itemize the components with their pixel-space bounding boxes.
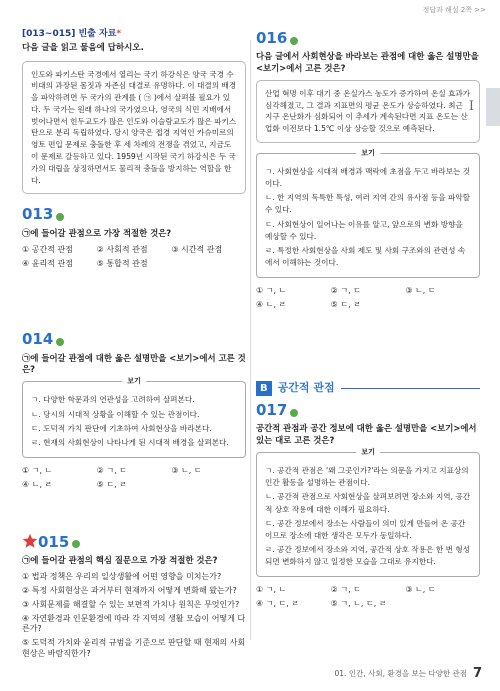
reading-passage: 인도와 파키스탄 국경에서 열리는 국기 하강식은 양국 국경 수비대의 과장된 몸짓과 자존심 대결로 유명하다. 이 대결의 배경을 파악하려면 두 국가의 관계를 ( ㉠ )에서 살펴볼 필요가 있다. 두 국가는 원래 하나의 국가였으나, 영국의 식민 지배에서 벗어나면서 힌두교도가 많은 인도와 이슬람교도가 많은 파키스탄으로 분리 독립하였다. 당시 양국은 접경 지역인 카슈미르의 영토 편입 문제로 충돌한 후 세 차례의 전쟁을 겪었고, 지금도 이 문제로 갈등하고 있다. 1959년 시작된 국기 하강식은 두 국가의 대립을 상징하면서도 물리적 충돌을 방지하는 역할을 한다.	[22, 61, 246, 195]
reading-passage: 산업 혁명 이후 대기 중 온실가스 농도가 증가하여 온실 효과가 심각해졌고, 그 결과 지표면의 평균 온도가 상승하였다. 최근 지구 온난화가 심화되어 이 추세가 계속된다면 지표 온도는 산업화 이전보다 1.5℃ 이상 상승할 것으로 예측된다.	[256, 80, 480, 143]
example-box	[256, 448, 480, 577]
question-text: ㉠에 들어갈 관점에 대한 옳은 설명만을 <보기>에서 고른 것은?	[22, 352, 246, 375]
difficulty-icon	[56, 338, 64, 346]
question-number: 013	[22, 205, 54, 224]
example-box	[22, 377, 246, 458]
question-text: ㉠에 들어갈 관점으로 가장 적절한 것은?	[22, 227, 172, 238]
option-5[interactable]: ⑤ 통합적 관점	[96, 258, 148, 268]
example-item: ㄴ. 당시의 시대적 상황을 이해할 수 있는 관점이다.	[31, 409, 200, 419]
option-5[interactable]: ⑤ ㄷ, ㄹ	[330, 299, 361, 309]
column-divider	[250, 40, 251, 640]
option-4[interactable]: ④ 윤리적 관점	[22, 258, 73, 268]
left-column	[22, 28, 246, 660]
chapter-title: 01. 인간, 사회, 환경을 보는 다양한 관점	[334, 669, 467, 679]
question-015	[22, 531, 246, 660]
difficulty-icon	[290, 409, 298, 417]
question-014	[22, 329, 246, 490]
option-1[interactable]: ① ㄱ, ㄴ	[256, 286, 287, 296]
option-3[interactable]: ③ 시간적 관점	[171, 244, 223, 254]
option-3[interactable]: ③ ㄴ, ㄷ	[171, 465, 202, 475]
group-header: [013~015] 빈출 자료*	[22, 29, 122, 39]
option-2[interactable]: ② ㄱ, ㄷ	[96, 465, 127, 475]
answer-options	[256, 286, 480, 311]
star-badge-icon	[22, 533, 38, 549]
difficulty-icon	[290, 37, 298, 45]
section-rule	[341, 388, 480, 389]
option-3[interactable]: ③ 사회문제를 해결할 수 있는 보편적 가치나 원칙은 무엇인가?	[22, 599, 240, 609]
example-item: ㄹ. 특정한 사회현상을 사회 제도 및 사회 구조와의 관련성 속에서 이해하는 것이다.	[265, 245, 466, 267]
example-item: ㄴ. 공간적 관점으로 사회현상을 살펴보려면 장소와 지역, 공간적 상호 작용에 대한 이해가 필요하다.	[265, 492, 471, 514]
option-2[interactable]: ② 특정 사회현상은 과거부터 현재까지 어떻게 변화해 왔는가?	[22, 585, 237, 595]
right-column	[256, 28, 480, 610]
question-number: 015	[38, 532, 70, 551]
option-1[interactable]: ① ㄱ, ㄴ	[256, 585, 287, 595]
example-box-label: 보기	[356, 148, 380, 159]
answer-reference: 정답과 해설 2쪽 >>	[422, 6, 486, 14]
chapter-roman-numeral: I	[468, 99, 474, 114]
option-4[interactable]: ④ 자연환경과 인문환경에 따라 각 지역의 생활 모습이 어떻게 다른가?	[22, 613, 246, 634]
question-text: ㉠에 들어갈 관점의 핵심 질문으로 가장 적절한 것은?	[22, 554, 218, 565]
option-4[interactable]: ④ ㄱ, ㄷ, ㄹ	[256, 599, 300, 609]
group-instruction: 다음 글을 읽고 물음에 답하시오.	[22, 43, 144, 54]
example-box-label: 보기	[122, 376, 146, 387]
example-box-label: 보기	[356, 447, 380, 458]
option-5[interactable]: ⑤ 도덕적 가치와 윤리적 규범을 기준으로 판단할 때 현재의 사회현상은 바람직한가?	[22, 638, 246, 658]
difficulty-icon	[56, 213, 64, 221]
star-mark: *	[116, 29, 122, 39]
option-2[interactable]: ② ㄱ, ㄷ	[330, 286, 361, 296]
question-number: 016	[256, 29, 288, 47]
answer-options	[22, 466, 246, 491]
option-1[interactable]: ① ㄱ, ㄴ	[22, 465, 53, 475]
example-item: ㄴ. 한 지역의 독특한 특성, 여러 지역 간의 유사점 등을 파악할 수 있다.	[265, 193, 471, 215]
question-number: 017	[256, 401, 288, 420]
option-2[interactable]: ② 사회적 관점	[96, 244, 148, 254]
example-item: ㄹ. 현재의 사회현상이 나타나게 된 시대적 배경을 살펴본다.	[31, 437, 229, 447]
question-number: 014	[22, 330, 54, 349]
example-item: ㄹ. 공간 정보에서 장소와 지역, 공간적 상호 작용은 한 번 형성되면 변화하지 않고 일정한 모습을 그대로 유지한다.	[265, 545, 471, 567]
example-item: ㄷ. 도덕적 가치 판단에 기초하여 사회현상을 바라본다.	[31, 423, 212, 433]
option-3[interactable]: ③ ㄴ, ㄷ	[405, 585, 436, 595]
example-item: ㄱ. 다양한 학문과의 연관성을 고려하여 살펴본다.	[31, 395, 195, 405]
example-item: ㄱ. 공간적 관점은 '왜 그곳인가?'라는 의문을 가지고 지표상의 인간 활동을 설명하는 관점이다.	[265, 466, 469, 488]
example-item: ㄷ. 사회현상이 일어나는 이유를 알고, 앞으로의 변화 방향을 예상할 수 있다.	[265, 219, 463, 241]
answer-options	[22, 245, 246, 270]
difficulty-icon	[72, 540, 80, 548]
example-box	[256, 149, 480, 278]
option-3[interactable]: ③ ㄴ, ㄷ	[405, 286, 436, 296]
page-footer	[335, 665, 482, 683]
question-text: 다음 글에서 사회현상을 바라보는 관점에 대한 옳은 설명만을 <보기>에서 고른 것은?	[256, 51, 479, 73]
chapter-side-tab	[486, 88, 500, 126]
section-title: 공간적 관점	[277, 381, 335, 395]
option-1[interactable]: ① 공간적 관점	[22, 244, 73, 254]
example-item: ㄱ. 사회현상을 시대적 배경과 맥락에 초점을 두고 바라보는 것이다.	[265, 167, 471, 189]
option-5[interactable]: ⑤ ㄱ, ㄴ, ㄷ, ㄹ	[330, 599, 387, 609]
option-2[interactable]: ② ㄱ, ㄷ	[330, 585, 361, 595]
answer-options	[22, 572, 246, 660]
option-4[interactable]: ④ ㄴ, ㄹ	[22, 479, 53, 489]
option-4[interactable]: ④ ㄴ, ㄹ	[256, 299, 287, 309]
question-016	[256, 28, 480, 311]
question-017	[256, 400, 480, 610]
option-1[interactable]: ① 법과 정책은 우리의 일상생활에 어떤 영향을 미치는가?	[22, 572, 222, 582]
answer-options	[256, 585, 480, 610]
question-013	[22, 204, 246, 269]
example-item: ㄷ. 공간 정보에서 장소는 사람들이 의미 있게 만들어 온 공간이므로 장소에 대한 생각은 모두가 동일하다.	[265, 518, 466, 540]
section-letter: B	[256, 381, 272, 397]
option-5[interactable]: ⑤ ㄷ, ㄹ	[96, 479, 127, 489]
section-header	[256, 381, 480, 397]
page-number: 7	[472, 666, 482, 682]
question-text: 공간적 관점과 공간 정보에 대한 옳은 설명만을 <보기>에서 있는 대로 고른 것은?	[256, 423, 477, 445]
